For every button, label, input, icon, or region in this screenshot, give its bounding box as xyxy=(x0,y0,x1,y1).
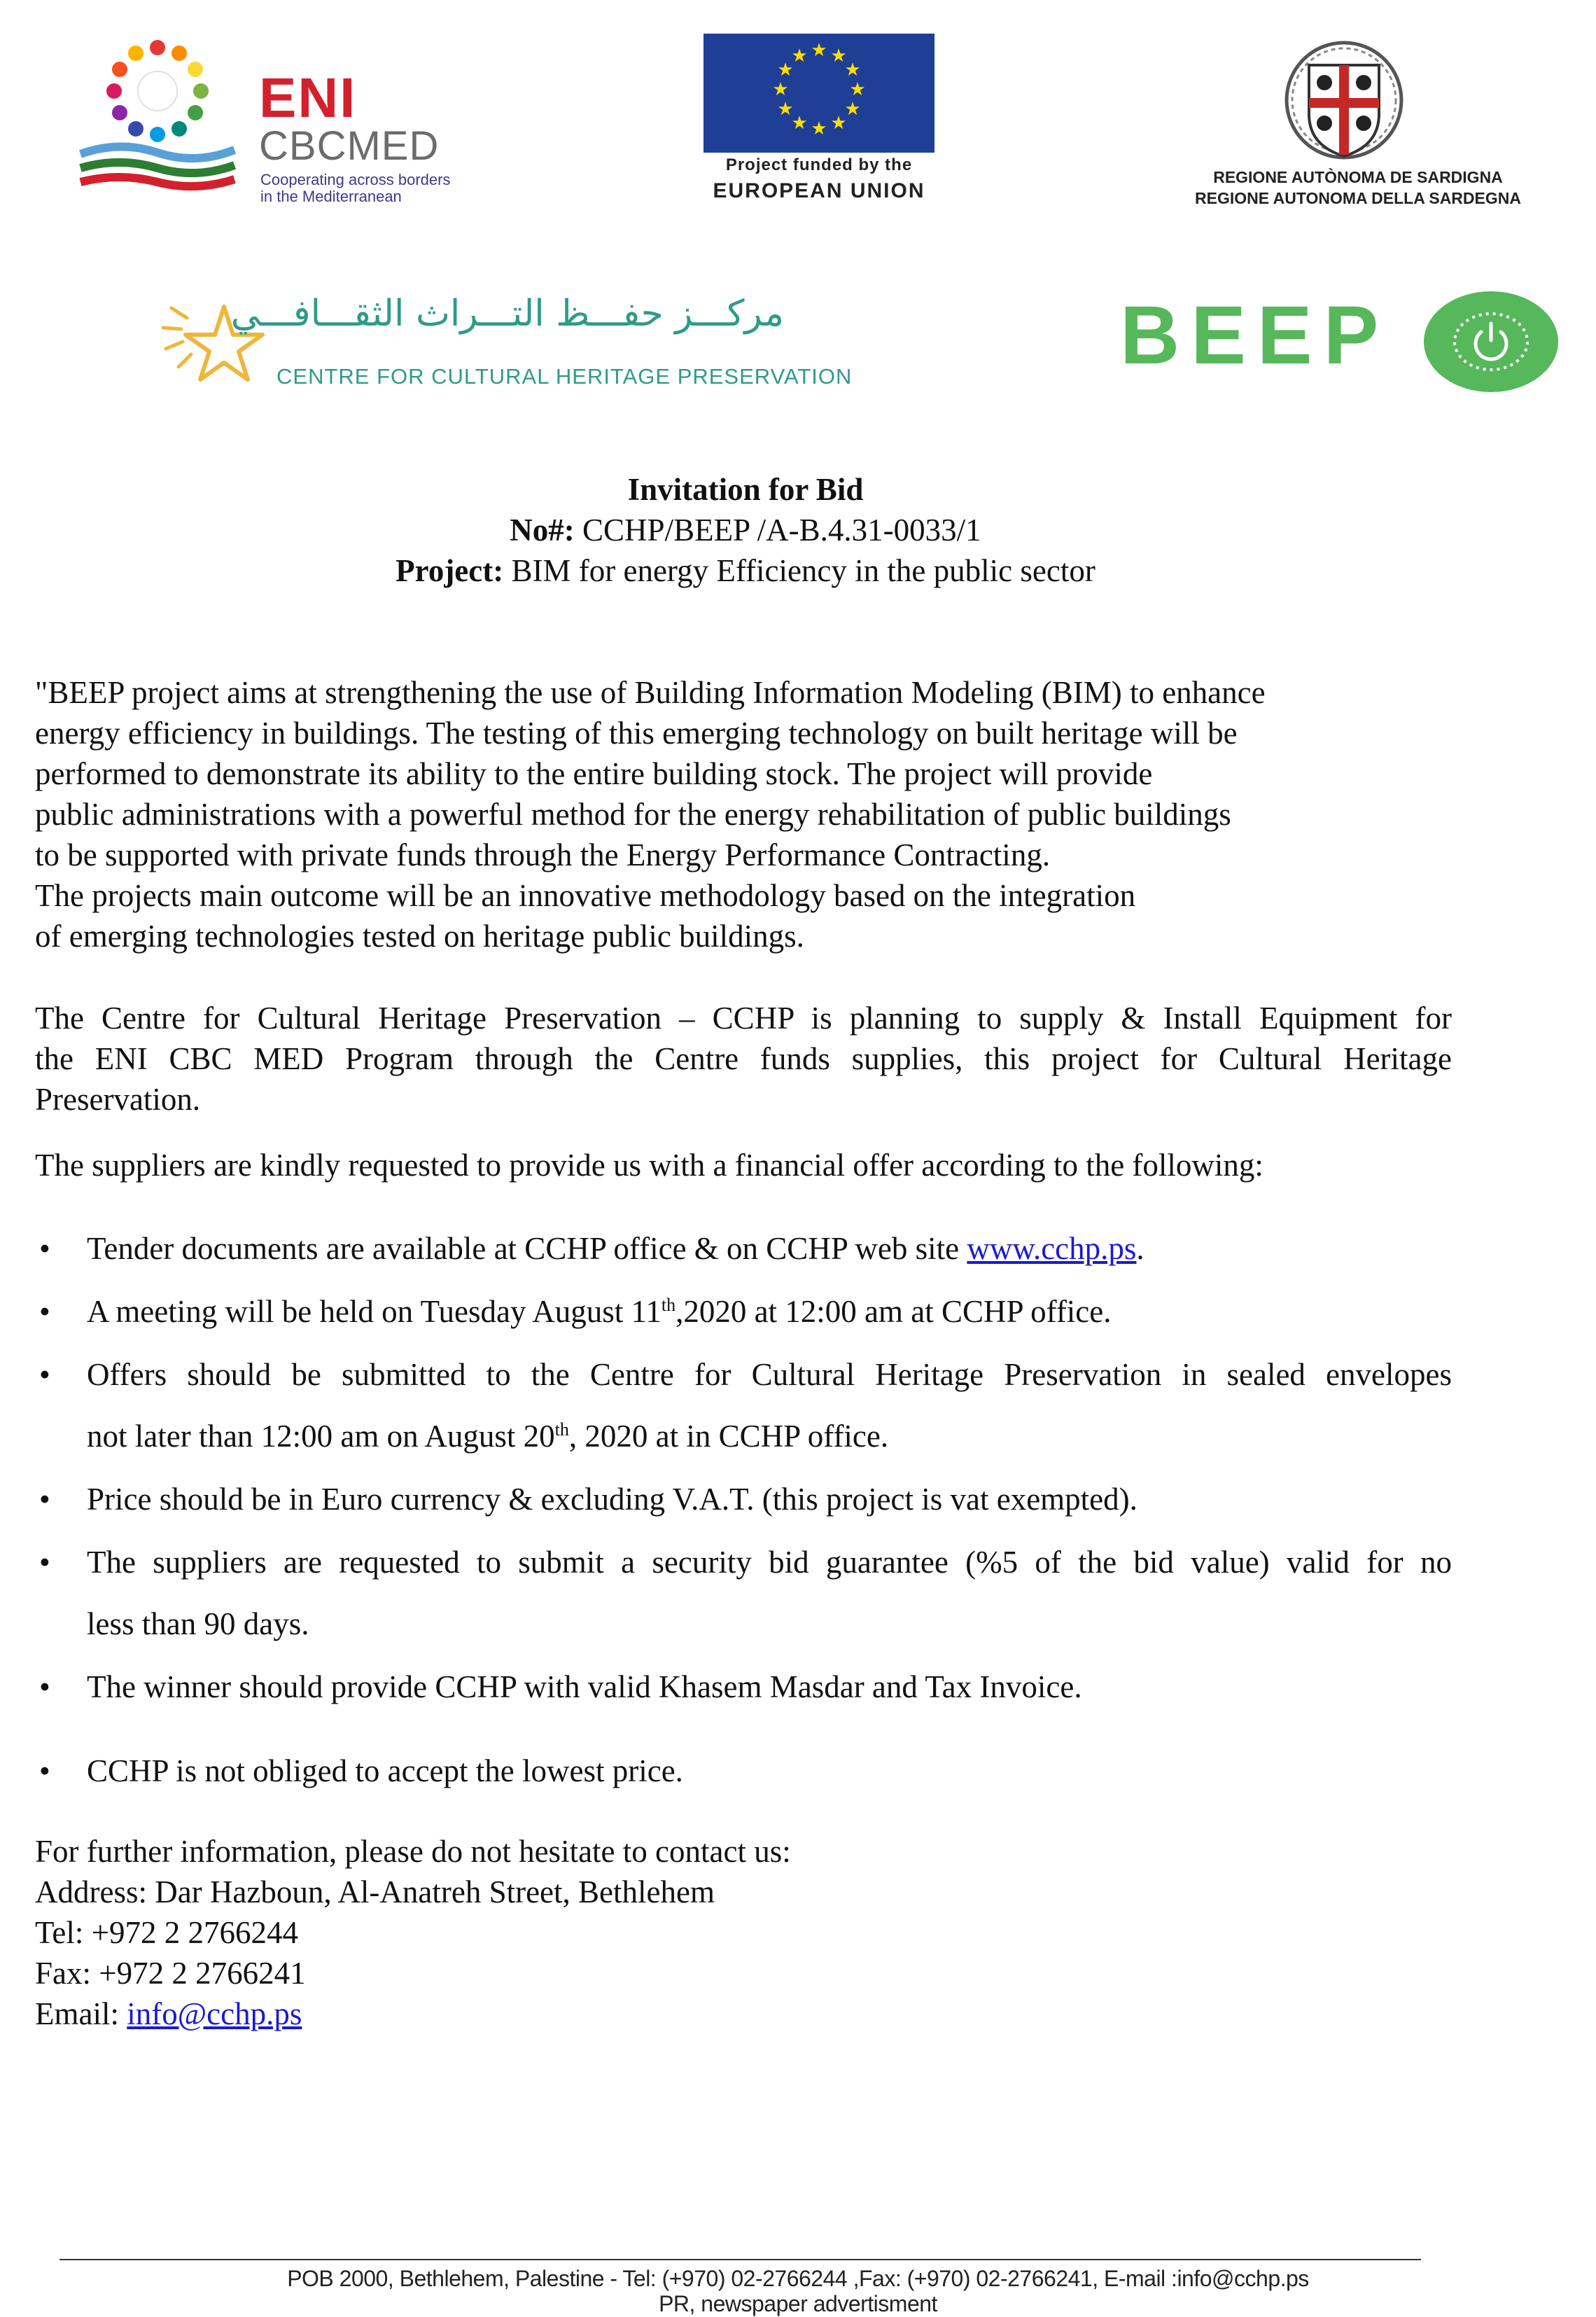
svg-text:★: ★ xyxy=(830,113,847,134)
bullet-text-end: . xyxy=(1136,1231,1144,1266)
list-item xyxy=(35,1667,1452,1707)
project-value: BIM for energy Efficiency in the public sector xyxy=(503,553,1096,588)
contact-tel: Tel: +972 2 2766244 xyxy=(35,1915,298,1950)
cchp-english-name: CENTRE FOR CULTURAL HERITAGE PRESERVATION xyxy=(276,364,853,389)
list-item xyxy=(35,1354,1452,1456)
bullet-icon: • xyxy=(39,1357,50,1392)
list-item xyxy=(35,1291,1452,1332)
footer-address: POB 2000, Bethlehem, Palestine - Tel: (+970) 02-2766244 ,Fax: (+970) 02-2766241, E-mail :info@cchp.ps xyxy=(287,2266,1309,2291)
svg-text:★: ★ xyxy=(811,40,827,61)
bullet-icon: • xyxy=(39,1545,50,1580)
bullet-text: The winner should provide CCHP with valid Khasem Masdar and Tax Invoice. xyxy=(87,1669,1082,1704)
contact-fax: Fax: +972 2 2766241 xyxy=(35,1956,306,1991)
eu-funded-line: Project funded by the xyxy=(725,155,913,174)
project-line xyxy=(0,550,1491,591)
cchp-para-line: The Centre for Cultural Heritage Preservation – CCHP is planning to supply & Install Equipment for xyxy=(35,1001,1452,1036)
bullet-text: less than 90 days. xyxy=(87,1606,309,1641)
intro-line: to be supported with private funds through the Energy Performance Contracting. xyxy=(35,837,1051,872)
bullet-text: The suppliers are requested to submit a security bid guarantee (%5 of the bid value) valid for no xyxy=(87,1545,1452,1580)
bullet-text: Tender documents are available at CCHP office & on CCHP web site xyxy=(87,1231,967,1266)
contact-intro: For further information, please do not hesitate to contact us: xyxy=(35,1834,791,1869)
svg-text:★: ★ xyxy=(811,118,827,139)
bullet-text: Offers should be submitted to the Centre for Cultural Heritage Preservation in sealed envelopes xyxy=(87,1357,1452,1392)
bullet-icon: • xyxy=(39,1294,50,1329)
power-icon xyxy=(1421,288,1561,395)
intro-line: performed to demonstrate its ability to the entire building stock. The project will provide xyxy=(35,756,1153,791)
list-item xyxy=(35,1228,1452,1269)
bullet-icon: • xyxy=(39,1669,50,1704)
svg-text:★: ★ xyxy=(777,60,794,81)
svg-text:★: ★ xyxy=(844,60,861,81)
footer-note: PR, newspaper advertisment xyxy=(659,2291,937,2316)
svg-text:★: ★ xyxy=(844,99,861,120)
bullet-icon: • xyxy=(39,1231,50,1266)
bullet-icon: • xyxy=(39,1482,50,1517)
bid-number-value: CCHP/BEEP /A-B.4.31-0033/1 xyxy=(574,513,981,548)
website-link[interactable]: www.cchp.ps xyxy=(967,1231,1137,1266)
eni-logo-subname: CBCMED xyxy=(259,123,440,169)
intro-line: of emerging technologies tested on heritage public buildings. xyxy=(35,919,804,954)
sardinia-name-line-2: REGIONE AUTONOMA DELLA SARDEGNA xyxy=(1195,189,1521,207)
intro-line: "BEEP project aims at strengthening the use of Building Information Modeling (BIM) to enhance xyxy=(35,675,1266,710)
eni-logo-tagline xyxy=(260,172,540,205)
svg-text:★: ★ xyxy=(791,46,808,67)
bullet-text: ,2020 at 12:00 am at CCHP office. xyxy=(676,1294,1112,1329)
list-item xyxy=(35,1479,1452,1519)
sardinia-crest-icon xyxy=(1284,34,1404,167)
svg-text:★: ★ xyxy=(777,99,794,120)
intro-line: The projects main outcome will be an innovative methodology based on the integration xyxy=(35,878,1136,913)
eu-flag-icon xyxy=(704,34,934,153)
eu-name-line: EUROPEAN UNION xyxy=(713,179,925,202)
bullet-text: , 2020 at in CCHP office. xyxy=(568,1419,889,1454)
page-title: Invitation for Bid xyxy=(627,472,864,507)
contact-address: Address: Dar Hazboun, Al-Anatreh Street, Bethlehem xyxy=(35,1874,715,1909)
email-link[interactable]: info@cchp.ps xyxy=(127,1996,302,2031)
cchp-para-line: Preservation. xyxy=(35,1082,201,1117)
bullet-text: A meeting will be held on Tuesday August 11 xyxy=(87,1294,662,1329)
bid-number xyxy=(0,510,1491,550)
bullet-text: Price should be in Euro currency & excluding V.A.T. (this project is vat exempted). xyxy=(87,1482,1138,1517)
project-label: Project: xyxy=(396,553,504,588)
cchp-paragraph xyxy=(35,998,1452,1120)
eni-tagline-line-1: Cooperating across borders xyxy=(260,171,451,188)
list-item xyxy=(35,1542,1452,1644)
beep-logo-word: BEEP xyxy=(1120,289,1390,382)
svg-text:★: ★ xyxy=(772,79,789,100)
contact-block xyxy=(35,1831,791,2034)
footer-divider xyxy=(59,2259,1421,2260)
intro-line: energy efficiency in buildings. The testing of this emerging technology on built heritage will be xyxy=(35,716,1238,751)
sardinia-name-line-1: REGIONE AUTÒNOMA DE SARDIGNA xyxy=(1213,168,1503,186)
intro-line: public administrations with a powerful method for the energy rehabilitation of public buildings xyxy=(35,797,1231,832)
cchp-arabic-name: مركـــز حفـــظ التـــراث الثقـــافـــي xyxy=(230,293,784,335)
bullet-text: CCHP is not obliged to accept the lowest price. xyxy=(87,1753,683,1788)
request-line: The suppliers are kindly requested to provide us with a financial offer according to the following: xyxy=(35,1148,1264,1183)
bullet-text: not later than 12:00 am on August 20 xyxy=(87,1419,555,1454)
intro-paragraph xyxy=(35,672,1266,956)
svg-text:★: ★ xyxy=(791,113,808,134)
bullet-icon: • xyxy=(39,1753,50,1788)
list-item xyxy=(35,1751,1452,1791)
svg-text:★: ★ xyxy=(849,79,866,100)
bid-number-label: No#: xyxy=(510,513,575,548)
eni-tagline-line-2: in the Mediterranean xyxy=(260,188,402,206)
ordinal-suffix: th xyxy=(661,1295,676,1315)
cchp-para-line: the ENI CBC MED Program through the Centre funds supplies, this project for Cultural Heritage xyxy=(35,1041,1452,1076)
ordinal-suffix: th xyxy=(554,1419,569,1440)
eni-cbcmed-logo-icon xyxy=(77,34,238,195)
svg-text:★: ★ xyxy=(830,46,847,67)
eni-logo-name: ENI xyxy=(259,67,357,129)
contact-email-label: Email: xyxy=(35,1996,127,2031)
